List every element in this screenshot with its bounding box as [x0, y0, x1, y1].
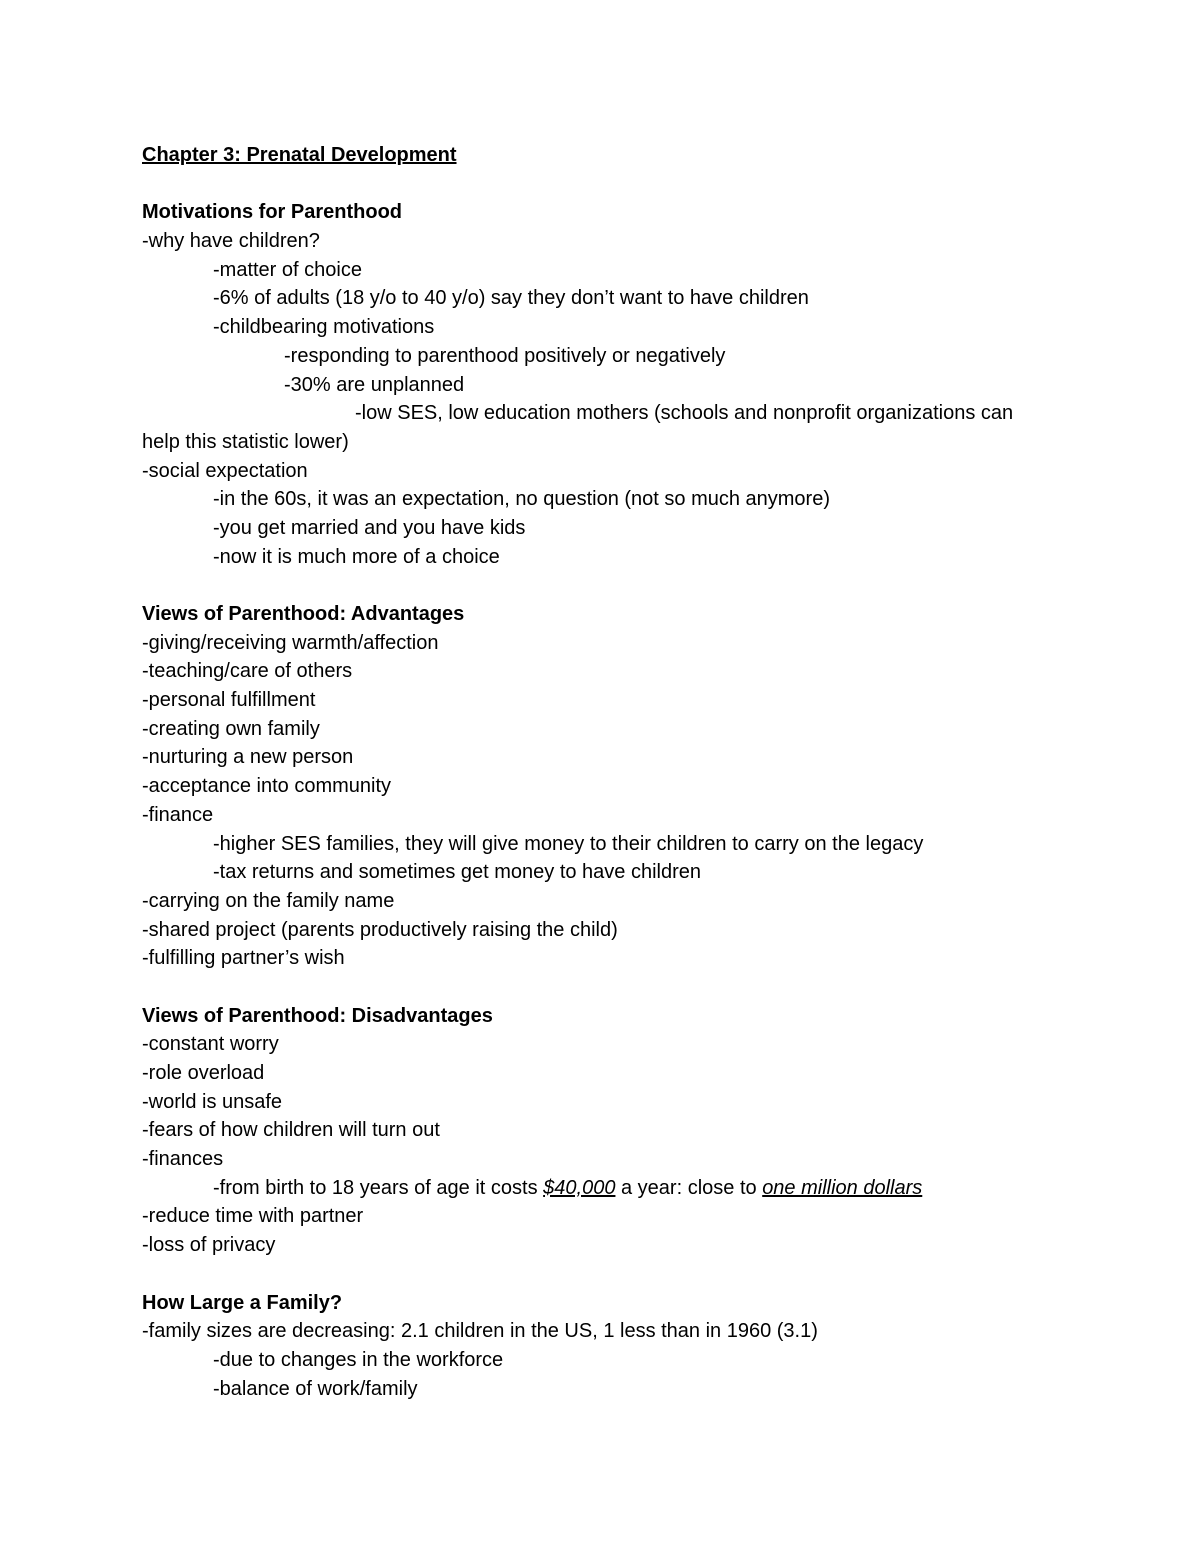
bullet-line-cost	[142, 1174, 1102, 1203]
bullet-line: -you get married and you have kids	[213, 516, 526, 539]
bullet-line: -balance of work/family	[213, 1377, 418, 1400]
cost-total: one million dollars	[762, 1176, 923, 1199]
bullet-line: -personal fulfillment	[142, 689, 316, 712]
bullet-line: -nurturing a new person	[142, 746, 354, 769]
cost-middle: a year: close to	[615, 1176, 763, 1199]
bullet-line: -now it is much more of a choice	[213, 545, 500, 568]
bullet-line: -finances	[142, 1148, 224, 1171]
section-heading-advantages: Views of Parenthood: Advantages	[142, 603, 465, 625]
bullet-line: -carrying on the family name	[142, 889, 395, 912]
bullet-line: -fulfilling partner’s wish	[142, 947, 345, 970]
document-body	[142, 141, 1102, 1403]
bullet-line: -due to changes in the workforce	[213, 1348, 504, 1371]
bullet-line: -fears of how children will turn out	[142, 1119, 440, 1142]
bullet-line: -matter of choice	[213, 258, 362, 281]
bullet-line: -childbearing motivations	[213, 316, 435, 339]
bullet-line: -higher SES families, they will give money to their children to carry on the legacy	[213, 832, 924, 855]
spacer	[142, 973, 1102, 1002]
bullet-line: -giving/receiving warmth/affection	[142, 631, 439, 654]
bullet-line: -finance	[142, 803, 214, 826]
section-heading-disadvantages: Views of Parenthood: Disadvantages	[142, 1004, 493, 1027]
bullet-line: -acceptance into community	[142, 775, 392, 798]
bullet-line: -loss of privacy	[142, 1234, 276, 1257]
bullet-line: -world is unsafe	[142, 1090, 283, 1113]
bullet-line: -reduce time with partner	[142, 1205, 364, 1228]
bullet-line: -shared project (parents productively raising the child)	[142, 918, 618, 941]
bullet-line: -low SES, low education mothers (schools and nonprofit organizations can	[355, 402, 1014, 425]
bullet-line: -teaching/care of others	[142, 660, 353, 683]
document-title: Chapter 3: Prenatal Development	[142, 144, 457, 166]
section-heading-motivations: Motivations for Parenthood	[142, 201, 402, 224]
spacer	[142, 571, 1102, 600]
cost-amount: $40,000	[543, 1176, 616, 1199]
bullet-line: -30% are unplanned	[284, 373, 465, 396]
bullet-line: -responding to parenthood positively or negatively	[284, 344, 726, 367]
bullet-line: -constant worry	[142, 1033, 279, 1056]
bullet-line: -why have children?	[142, 230, 320, 253]
bullet-line: -creating own family	[142, 717, 320, 740]
bullet-line: -role overload	[142, 1062, 265, 1084]
spacer	[142, 170, 1102, 199]
bullet-line: -family sizes are decreasing: 2.1 children in the US, 1 less than in 1960 (3.1)	[142, 1320, 818, 1343]
cost-prefix: -from birth to 18 years of age it costs	[213, 1176, 544, 1199]
bullet-line: -tax returns and sometimes get money to have children	[213, 861, 702, 884]
bullet-line: -6% of adults (18 y/o to 40 y/o) say they don’t want to have children	[213, 287, 809, 310]
spacer	[142, 1260, 1102, 1289]
bullet-line-continuation: help this statistic lower)	[142, 430, 349, 453]
bullet-line: -social expectation	[142, 459, 308, 482]
bullet-line: -in the 60s, it was an expectation, no question (not so much anymore)	[213, 488, 831, 511]
section-heading-family-size: How Large a Family?	[142, 1291, 343, 1314]
